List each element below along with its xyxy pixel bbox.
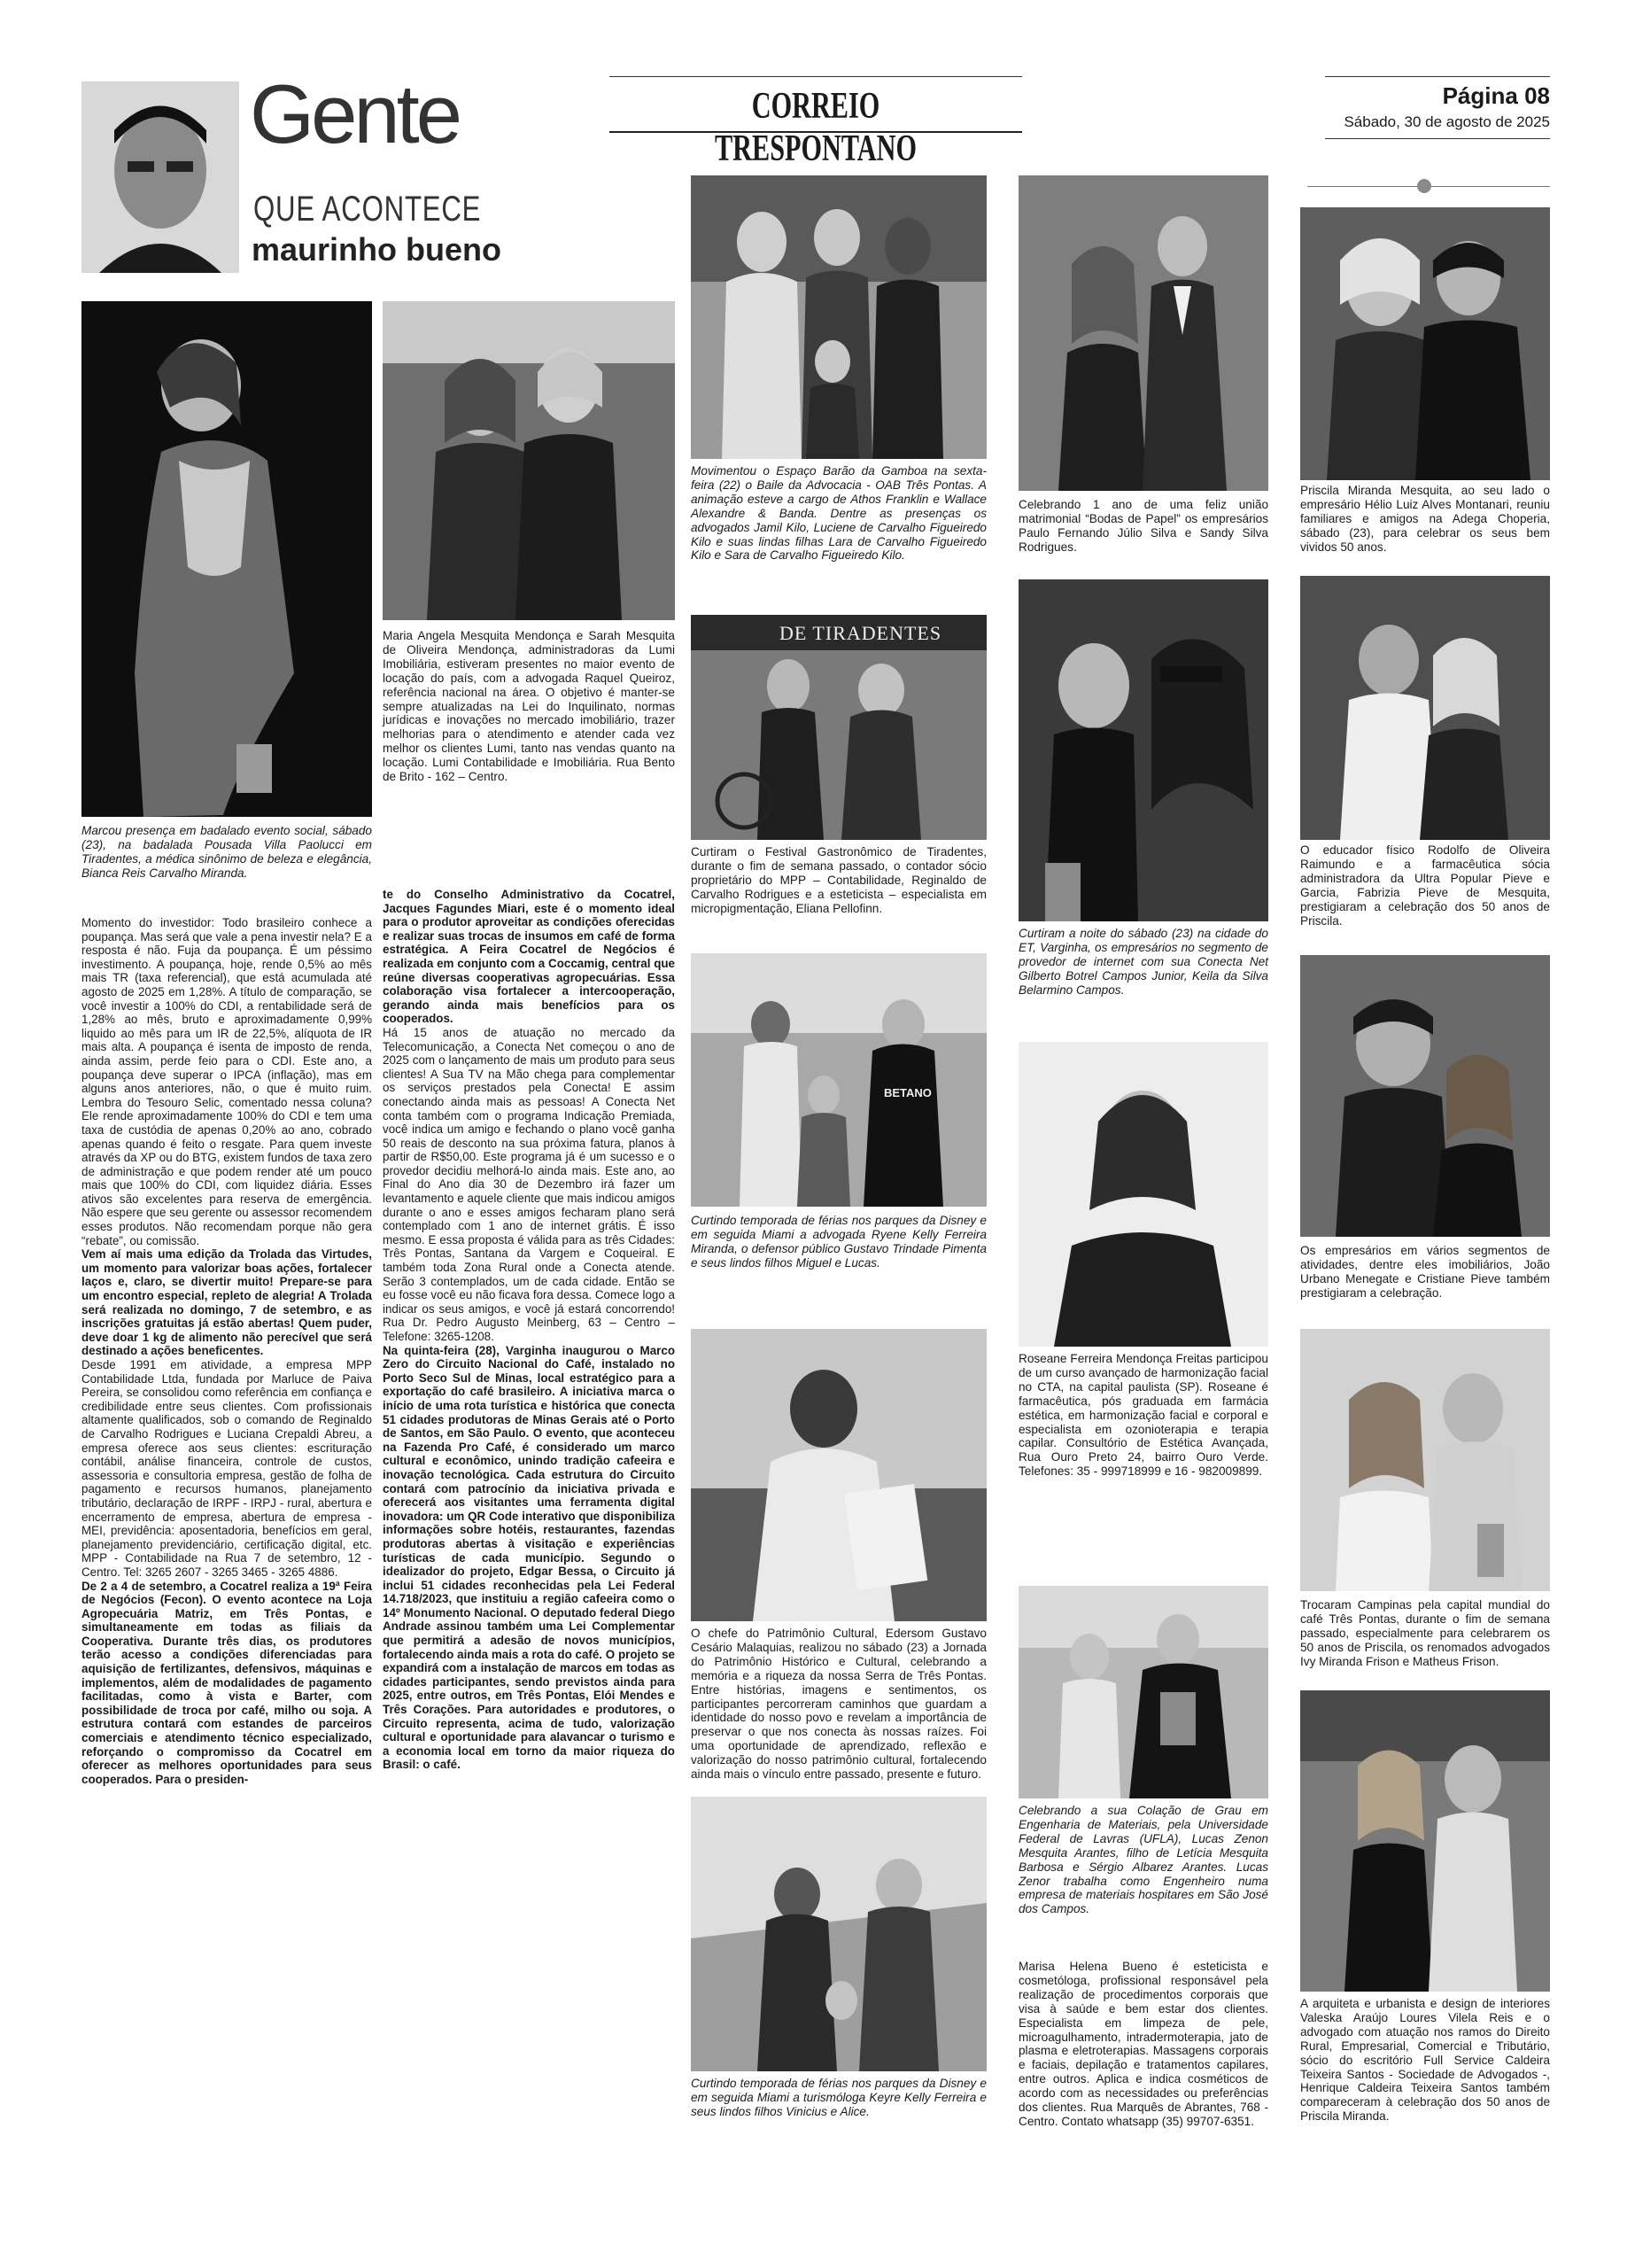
caption-rodolfo-fabrizia: O educador físico Rodolfo de Oliveira Raimundo e a farmacêutica sócia administradora da Ultra Popular Pieve e Garcia, Fabrizia Pieve de Mesquita, prestigiaram a celebração dos 50 anos de Priscila. xyxy=(1300,843,1550,928)
photo-oab xyxy=(691,175,987,459)
page-number: Página 08 xyxy=(1442,82,1550,109)
caption-bianca: Marcou presença em badalado evento social, sábado (23), na badalada Pousada Villa Paolucci em Tiradentes, a médica sinônimo de beleza e elegância, Bianca Reis Carvalho Miranda. xyxy=(81,824,372,880)
photo-patrimonio xyxy=(691,1329,987,1621)
photo-lumi xyxy=(383,301,675,620)
caption-roseane: Roseane Ferreira Mendonça Freitas participou de um curso avançado de harmonização facial no CTA, na capital paulista (SP). Roseane é farmacêutica, pós graduada em farmácia estética, em harmonização facial e corporal e especialista em ozonioterapia e terapia capilar. Consultório de Estética Avançada, Rua Ouro Preto 24, bairro Ouro Verde. Telefones: 35 - 999718999 e 16 - 982009899. xyxy=(1019,1352,1268,1479)
col2-paragraph-marco-zero: Na quinta-feira (28), Varginha inaugurou o Marco Zero do Circuito Nacional do Café, instalado no Porto Seco Sul de Minas, local estratégico para a exportação do café brasileiro. A iniciativa marca o início de uma rota turística e histórica que conecta 51 cidades produtoras de Minas Gerais até o Porto de Santos, em São Paulo. O evento, que aconteceu na Fazenda Pro Café, é considerado um marco cultural e econômico, unindo tradição cafeeira e inovação tecnológica. Cada estrutura do Circuito contará com patrocínio da iniciativa privada e oferecerá aos visitantes uma ferramenta digital inovadora: um QR Code interativo que disponibiliza informações sobre hotéis, restaurantes, fazendas produtoras abertas à visitação e experiências turísticas de cada município. Segundo o idealizador do projeto, Edgar Bessa, o Circuito já inclui 51 cidades reconhecidas pela Lei Federal 14.718/2023, que instituiu a região cafeeira como o 14º Monumento Nacional. O deputado federal Diego Andrade assinou também uma Lei Complementar que permitirá a adesão de novos municípios, fortalecendo ainda mais a rota do café. O projeto se expandirá com a instalação de marcos em todas as cidades participantes, sendo previstos ainda para 2025, entre outros, em Três Pontas, Elói Mendes e Três Corações. Para autoridades e produtores, o Circuito representa, acima de tudo, valorização cultural e oportunidade para alavancar o turismo e a economia local em torno da maior riqueza do Brasil: o café. xyxy=(383,1343,675,1772)
col1-paragraph-investidor: Momento do investidor: Todo brasileiro conhece a poupança. Mas será que vale a pena investir nela? E a resposta é não. Fuja da poupança. É um péssimo investimento. A poupança, hoje, rende 0,5% ao mês mais TR (taxa referencial), que está acumulada até agosto de 2025 em 1,28%. A título de comparação, se você investir a 100% do CDI, a rentabilidade será de 1,28% ao mês, bruto e aproximadamente 0,99% liquido ao mês para um IR de 22,5%, alíquota de IR mais alta. A poupança é isenta de imposto de renda, ainda assim, perde feio para o CDI. Este ano, a poupança deve superar o IPCA (inflação), mas em alguns anos anteriores, não, o que é muito ruim. Lembra do Tesouro Selic, comentado nessa coluna? Ele rende aproximadamente 100% do CDI e tem uma taxa de custódia de apenas 0,20% ao ano, cobrado apenas quando é feito o resgate. Para quem investe através da XP ou do BTG, existem fundos de taxa zero de administração e que podem render até um pouco mais que 100% do CDI, com liquidez diária. Esses ativos são excelentes para reserva de emergência. Não espere que seu gerente ou assessor recomendem esses produtos. Não recomendam porque não gera “rebate”, ou comissão. xyxy=(81,916,372,1247)
caption-disney-keyre: Curtindo temporada de férias nos parques da Disney e em seguida Miami a turismóloga Keyre Kelly Ferreira e seus lindos filhos Vinicius e Alice. xyxy=(691,2077,987,2118)
caption-joao-cristiane: Os empresários em vários segmentos de atividades, dentre eles imobiliários, João Urbano Menegate e Cristiane Pieve também prestigiaram a celebração. xyxy=(1300,1244,1550,1300)
page-rule-bottom xyxy=(1325,138,1550,139)
caption-formatura: Celebrando a sua Colação de Grau em Engenharia de Materiais, pela Universidade Federal de Lavras (UFLA), Lucas Zenon Mesquita Arantes, filho de Letícia Mesquita Barbosa e Sérgio Albarez Arantes. Lucas Zenor trabalha como Engenheiro numa empresa de materiais hospitares em São José dos Campos. xyxy=(1019,1804,1268,1916)
photo-bodas xyxy=(1019,175,1268,491)
caption-varginha: Curtiram a noite do sábado (23) na cidade do ET, Varginha, os empresários no segmento de provedor de internet com sua Conecta Net Gilberto Botrel Campos Junior, Keila da Silva Belarmino Campos. xyxy=(1019,927,1268,997)
col1-paragraph-trolada: Vem aí mais uma edição da Trolada das Virtudes, um momento para valorizar boas ações, fortalecer laços e, claro, se divertir muito! Prepare-se para um encontro especial, repleto de alegria! A Trolada será realizada no domingo, 7 de setembro, e as inscrições gratuitas já estão abertas! Quem puder, deve doar 1 kg de alimento não perecível que será destinado a ações beneficentes. xyxy=(81,1247,372,1358)
photo-bianca xyxy=(81,301,372,817)
photo-formatura xyxy=(1019,1586,1268,1798)
column-author: maurinho bueno xyxy=(252,231,501,268)
col2-paragraph-cocatrel: te do Conselho Administrativo da Cocatrel, Jacques Fagundes Miari, este é o momento ideal para o produtor aproveitar as condições oferecidas e realizar suas trocas de insumos em café de forma estratégica. A Feira Cocatrel de Negócios é realizada em conjunto com a Coccamig, central que reúne diversas cooperativas agropecuárias. Essa colaboração visa fortalecer a intercooperação, gerando ainda mais benefícios para os cooperados. xyxy=(383,888,675,1026)
newspaper-name: CORREIO TRESPONTANO xyxy=(715,86,917,169)
photo-joao-cristiane xyxy=(1300,955,1550,1237)
decor-dot xyxy=(1417,179,1431,193)
page-date: Sábado, 30 de agosto de 2025 xyxy=(1344,113,1550,130)
photo-valeska-henrique xyxy=(1300,1690,1550,1992)
photo-rodolfo-fabrizia xyxy=(1300,576,1550,840)
col1-paragraph-mpp: Desde 1991 em atividade, a empresa MPP Contabilidade Ltda, fundada por Marluce de Paiva Pereira, se consolidou como referência em confiança e credibilidade entre seus clientes. Com profissionais altamente qualificados, sob o comando de Reginaldo de Carvalho Rodrigues e Luciana Crepaldi Abreu, a empresa oferece aos seus clientes: escrituração contábil, análise financeira, controle de custos, assessoria e consultoria empresa, gestão de folha de pagamento e recursos humanos, planejamento tributário, declaração de IRPF - IRPJ - rural, abertura e encerramento de empresa, abertura de empresa - MEI, previdência: aposentadoria, benefícios em geral, planejamento previdenciário, certificação digital, etc. MPP - Contabilidade na Rua 7 de setembro, 12 - Centro. Tel: 3265 2607 - 3265 3465 - 3265 4886. xyxy=(81,1358,372,1579)
column-subtitle: QUE ACONTECE xyxy=(253,190,482,229)
photo-ivy-matheus xyxy=(1300,1329,1550,1591)
photo-disney-ryene xyxy=(691,953,987,1207)
photo-priscila-helio xyxy=(1300,207,1550,480)
page-rule-top xyxy=(1325,76,1550,77)
caption-bodas: Celebrando 1 ano de uma feliz união matrimonial “Bodas de Papel” os empresários Paulo Fernando Júlio Silva e Sandy Silva Rodrigues. xyxy=(1019,498,1268,554)
betano-shirt-text: BETANO xyxy=(884,1086,932,1099)
photo-disney-keyre xyxy=(691,1797,987,2071)
caption-priscila-helio: Priscila Miranda Mesquita, ao seu lado o empresário Hélio Luiz Alves Montanari, reuniu familiares e amigos na Adega Choperia, sábado (23), para celebrar os seus bem vividos 50 anos. xyxy=(1300,484,1550,554)
photo-tiradentes xyxy=(691,615,987,840)
tiradentes-sign: DE TIRADENTES xyxy=(779,622,942,644)
columnist-photo xyxy=(81,82,239,273)
caption-oab: Movimentou o Espaço Barão da Gamboa na sexta-feira (22) o Baile da Advocacia - OAB Três Pontas. A animação esteve a cargo de Athos Franklin e Wallace Alexandre & Banda. Dentre as presenças os advogados Jamil Kilo, Luciene de Carvalho Figueiredo Kilo e suas lindas filhas Lara de Carvalho Figueiredo Kilo e Sara de Carvalho Figueiredo Kilo. xyxy=(691,464,987,563)
photo-roseane xyxy=(1019,1042,1268,1347)
photo-varginha xyxy=(1019,579,1268,921)
caption-ivy-matheus: Trocaram Campinas pela capital mundial do café Três Pontas, durante o fim de semana passado, especialmente para celebrarem os 50 anos de Priscila, os renomados advogados Ivy Miranda Frison e Matheus Frison. xyxy=(1300,1598,1550,1668)
caption-tiradentes: Curtiram o Festival Gastronômico de Tiradentes, durante o fim de semana passado, o contador sócio proprietário do MPP – Contabilidade, Reginaldo de Carvalho Rodrigues e a esteticista – especialista em micropigmentação, Eliana Pellofinn. xyxy=(691,845,987,915)
col1-paragraph-cocatrel: De 2 a 4 de setembro, a Cocatrel realiza a 19ª Feira de Negócios (Fecon). O evento acontece na Loja Agropecuária Matriz, em Três Pontas, e simultaneamente em todas as filiais da Cooperativa. Durante três dias, os produtores terão acesso a condições diferenciadas para aquisição de fertilizantes, defensivos, máquinas e implementos, além de modalidades de pagamento facilitadas, como à vista e Barter, com possibilidade de troca por café, milho ou soja. A estrutura contará com estandes de parceiros comerciais e atendimento técnico especializado, reforçando o compromisso da Cocatrel em oferecer as melhores oportunidades para seus cooperados. Para o presiden- xyxy=(81,1579,372,1786)
col1-text xyxy=(81,916,372,1786)
column-title: Gente xyxy=(250,67,460,160)
col2-text xyxy=(383,888,675,1772)
caption-marisa: Marisa Helena Bueno é esteticista e cosmetóloga, profissional responsável pela realização de procedimentos corporais que visa à saúde e bem estar dos clientes. Especialista em limpeza de pele, microagulhamento, intradermoterapia, jato de plasma e eletroterapias. Massagens corporais e faciais, depilação e tratamentos capilares, entre outros. Aplica e indica cosméticos de acordo com as necessidades ou preferências dos clientes. Rua Marquês de Abrantes, 768 - Centro. Contato whatsapp (35) 99707-6351. xyxy=(1019,1960,1268,2128)
caption-disney-ryene: Curtindo temporada de férias nos parques da Disney e em seguida Miami a advogada Ryene Kelly Ferreira Miranda, o defensor público Gustavo Trindade Pimenta e seus lindos filhos Miguel e Lucas. xyxy=(691,1214,987,1270)
caption-valeska-henrique: A arquiteta e urbanista e design de interiores Valeska Araújo Loures Vilela Reis e o advogado com atuação nos ramos do Direito Rural, Empresarial, Comercial e Tributário, sócio do escritório Full Service Caldeira Teixeira Santos - Sociedade de Advogados -, Henrique Caldeira Teixeira Santos também compareceram à celebração dos 50 anos de Priscila Miranda. xyxy=(1300,1997,1550,2124)
masthead-rule-top xyxy=(609,76,1022,77)
col2-paragraph-conecta: Há 15 anos de atuação no mercado da Telecomunicação, a Conecta Net começou o ano de 2025 com o lançamento de mais um produto para seus clientes! A Sua TV na Mão chega para complementar os serviços prestados pela Conecta! E assim conectando ainda mais as pessoas! A Conecta Net conta também com o programa Indicação Premiada, você indica um amigo e fechando o plano você ganha 50 reais de desconto na sua próxima fatura, planos à partir de R$50,00. Este programa já é um sucesso e o provedor decidiu melhorá-lo ainda mais. Este ano, ao Final do Ano dia 30 de Dezembro irá fazer um levantamento e aquele cliente que mais indicou amigos durante o ano e esses amigos fecharam plano será contemplado com 1 ano de internet grátis. É isso mesmo. E essa proposta é válida para as três Cidades: Três Pontas, Santana da Vargem e Coqueiral. E também toda Zona Rural onde a Conecta atende. Serão 3 contemplados, um de cada cidade. Então se eu fosse você eu não ficava fora dessa. Comece logo a indicar os seus amigos, e você já estará concorrendo! Rua Dr. Pedro Augusto Meinberg, 63 – Centro – Telefone: 3265-1208. xyxy=(383,1025,675,1343)
caption-lumi: Maria Angela Mesquita Mendonça e Sarah Mesquita de Oliveira Mendonça, administradoras da Lumi Imobiliária, estiveram presentes no maior evento de locação do país, com a advogada Raquel Queiroz, referência nacional na área. O objetivo é manter-se sempre atualizadas na Lei do Inquilinato, normas jurídicas e inovações no mercado imobiliário, trazer melhorias para o atendimento e atender cada vez melhor os clientes Lumi, tanto nas vendas quanto na locação. Lumi Contabilidade e Imobiliária. Rua Bento de Brito - 162 – Centro. xyxy=(383,629,675,784)
caption-patrimonio: O chefe do Patrimônio Cultural, Edersom Gustavo Cesário Malaquias, realizou no sábado (23) a Jornada do Patrimônio Histórico e Cultural, celebrando a memória e a riqueza da nossa Serra de Três Pontas. Entre histórias, imagens e sentimentos, os participantes percorreram caminhos que guardam a identidade do nosso povo e revelam a importância de preservar o que nos conecta às nossas raízes. Foi uma oportunidade de aprendizado, reflexão e valorização do nosso patrimônio cultural, fortalecendo ainda mais o vínculo entre passado, presente e futuro. xyxy=(691,1627,987,1782)
